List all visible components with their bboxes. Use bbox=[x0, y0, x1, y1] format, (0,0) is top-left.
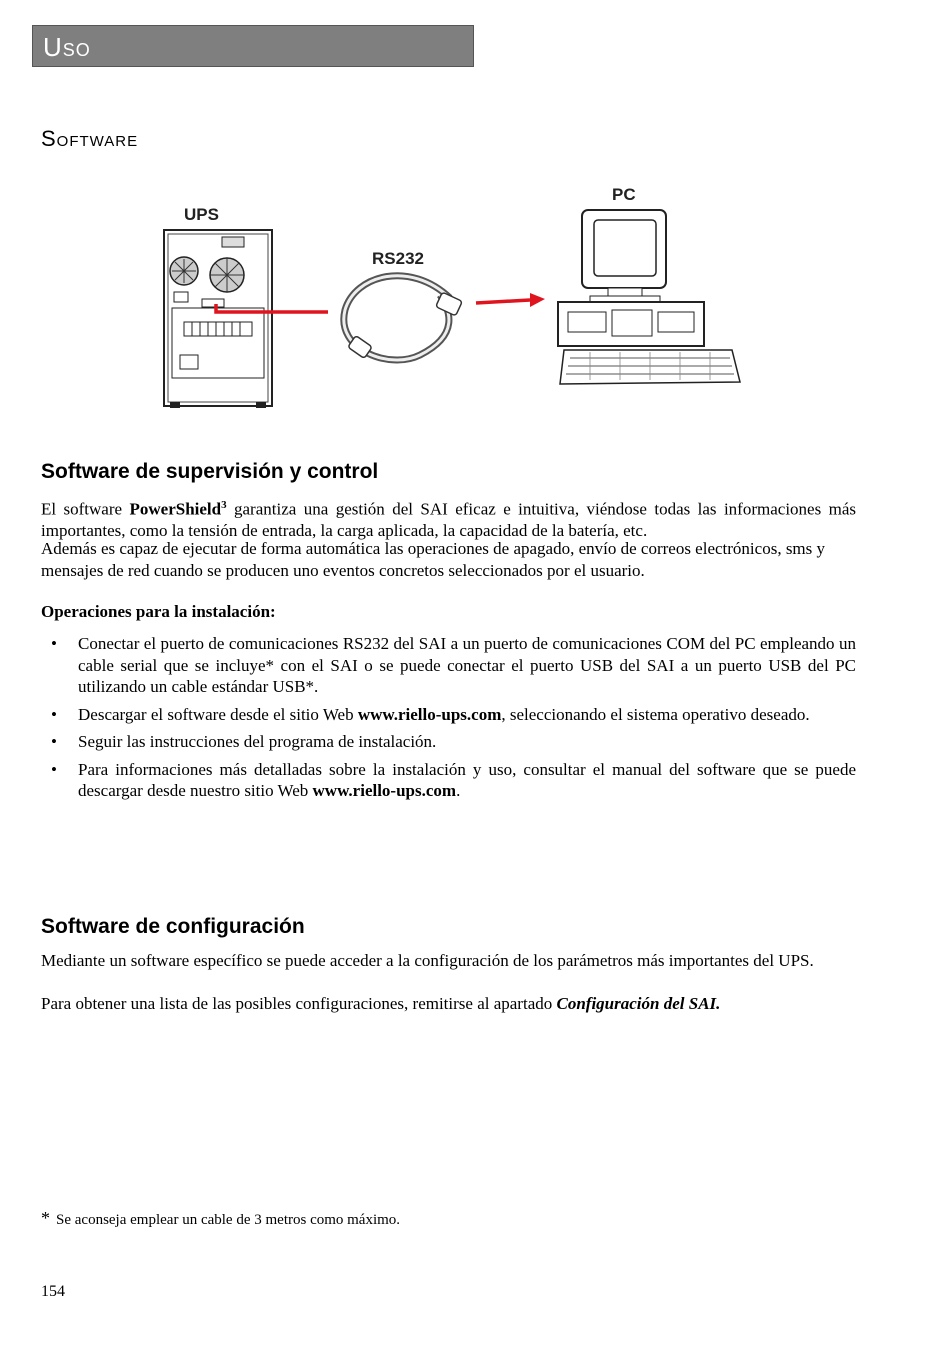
p2-prefix: Para obtener una lista de las posibles configuraciones, remitirse al apartado bbox=[41, 994, 557, 1013]
list-item bbox=[41, 704, 856, 726]
chapter-title: Uso bbox=[43, 32, 91, 62]
rs232-cable-illustration bbox=[344, 276, 463, 360]
supervision-paragraph-2: Además es capaz de ejecutar de forma automática las operaciones de apagado, envío de correos electrónicos, sms y mensajes de red cuando se producen uno eventos concretos seleccionados por el usuario. bbox=[41, 539, 826, 580]
config-section-reference: Configuración del SAI. bbox=[556, 994, 721, 1013]
list-item: • Conectar el puerto de comunicaciones RS232 del SAI a un puerto de comunicaciones COM del PC empleando un cable serial que se incluye* con el SAI o se puede conectar el puerto USB del SAI a un puerto USB del PC utilizando un cable estándar USB*. bbox=[41, 633, 856, 698]
footnote-text: Se aconseja emplear un cable de 3 metros como máximo. bbox=[56, 1212, 401, 1228]
b2-suffix: , seleccionando el sistema operativo deseado. bbox=[501, 704, 810, 724]
riello-website-link[interactable]: www.riello-ups.com bbox=[357, 704, 502, 724]
supervision-paragraph-1 bbox=[41, 495, 856, 542]
page-number: 154 bbox=[41, 1283, 65, 1300]
config-heading: Software de configuración bbox=[41, 915, 305, 938]
p1-rest: garantiza una gestión del SAI eficaz e intuitiva, viéndose todas las informaciones más importantes, como la tensión de entrada, la carga aplicada, la capacidad de la batería, etc. bbox=[41, 499, 857, 541]
b4-suffix: . bbox=[456, 781, 461, 800]
ups-label: UPS bbox=[184, 205, 219, 224]
b2-prefix: Descargar el software desde el sitio Web bbox=[78, 704, 358, 724]
section-title: Software bbox=[41, 126, 139, 151]
list-item bbox=[41, 759, 856, 802]
powershield-brand: PowerShield bbox=[129, 499, 222, 519]
pc-label: PC bbox=[612, 185, 636, 204]
p1-prefix: El software bbox=[41, 499, 130, 519]
config-paragraph-1: Mediante un software específico se puede acceder a la configuración de los parámetros más importantes del UPS. bbox=[41, 951, 814, 970]
pc-illustration bbox=[558, 210, 740, 384]
b4-prefix: Para informaciones más detalladas sobre la instalación y uso, consultar el manual del software que se puede descargar desde nuestro sitio Web bbox=[78, 759, 856, 800]
install-steps-list bbox=[41, 633, 856, 808]
brand-superscript: 3 bbox=[221, 499, 227, 511]
footnote-marker: * bbox=[41, 1208, 50, 1228]
install-heading: Operaciones para la instalación: bbox=[41, 602, 276, 621]
rs232-label: RS232 bbox=[372, 249, 424, 268]
riello-website-link[interactable]: www.riello-ups.com bbox=[312, 781, 457, 800]
pc-connection-arrow bbox=[476, 293, 545, 307]
ups-illustration bbox=[164, 230, 272, 408]
list-item: • Seguir las instrucciones del programa de instalación. bbox=[41, 731, 856, 753]
chapter-header-bar bbox=[32, 25, 474, 67]
connection-diagram bbox=[150, 180, 790, 420]
supervision-heading: Software de supervisión y control bbox=[41, 460, 379, 483]
config-paragraph-2 bbox=[41, 993, 856, 1015]
footnote bbox=[41, 1208, 400, 1229]
